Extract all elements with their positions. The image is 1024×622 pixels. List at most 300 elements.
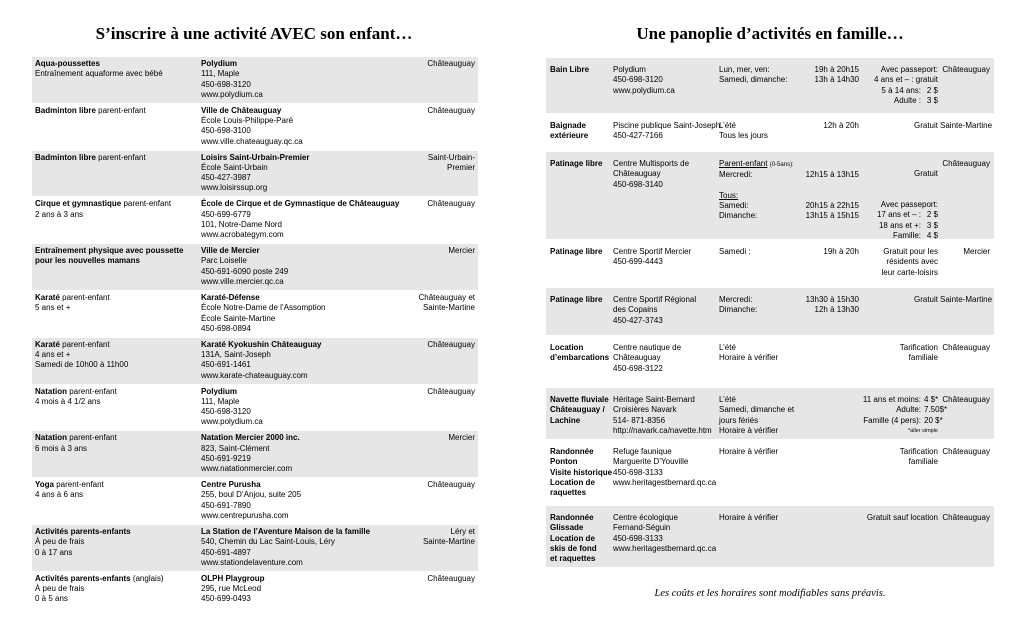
organization-detail: École Louis-Philippe-Paré [201,116,294,126]
activity-qualifier: parent-enfant [67,433,117,443]
activity-name [35,340,200,350]
activity-name: Baignade [550,121,587,130]
city-cell [940,513,990,523]
price-label: Tarification [899,447,938,456]
place-cell [613,513,717,554]
organization-detail: 450-691-9219 [201,453,251,463]
price-label: Gratuit pour les [883,247,938,256]
table-row [32,571,478,618]
schedule-line [719,131,859,141]
organization-name: Karaté-Défense [201,292,260,302]
place-detail: Héritage Saint-Bernard [613,395,695,404]
activity-detail: 0 à 17 ans [35,547,73,557]
activity-name [35,199,200,209]
table-row [546,57,994,113]
price-label: Gratuit [913,121,938,130]
schedule-line [719,121,859,131]
city-cell [940,159,990,169]
organization-detail: www.loisirssup.org [201,183,268,193]
place-cell [613,65,717,96]
city-name: Châteauguay [942,65,990,74]
price-label: Famille (4 pers): [863,415,921,425]
organization-detail: 450-699-6779 [201,209,251,219]
price-label: résidents avec [886,257,938,267]
place-detail: Centre Sportif Mercier [613,247,692,256]
activity-qualifier: parent-enfant [95,105,146,115]
city-name: Châteauguay [427,480,475,490]
price-line [856,86,938,96]
organization-cell [201,106,411,147]
organization-detail: 111, Maple [201,69,240,79]
activity-title: Karaté [35,292,60,302]
price-line [856,247,938,257]
place-detail: Piscine publique Saint-Joseph [613,121,721,130]
price-value: 20 $* [924,415,943,425]
activity-name [35,246,200,256]
activity-name: Location de [550,533,595,543]
organization-detail: 450-698-0894 [201,323,251,333]
activity-name: skis de fond [550,543,597,553]
schedule-day: Lun, mer, ven: [719,65,770,74]
place-detail: Refuge faunique [613,447,672,456]
place-cell [613,295,717,326]
activity-title: Natation [35,433,67,443]
place-cell [613,121,721,142]
organization-detail: www.stationdelaventure.com [201,557,303,567]
activity-cell [550,395,612,426]
price-value: 3 $ [926,220,938,230]
price-cell [856,513,938,523]
place-detail: 450-699-4443 [613,257,663,267]
city-name: Châteauguay [427,105,475,115]
city-name: Sainte-Martine [422,537,475,547]
price-line [856,457,938,467]
organization-detail: 131A, Saint-Joseph [201,350,271,360]
schedule-day: Samedi: [719,201,749,211]
schedule-time: 12h15 à 13h15 [805,170,859,180]
activity-name: Patinage libre [550,159,603,168]
organization-detail: www.ville.chateauguay.qc.ca [201,136,303,146]
organization-detail: www.polydium.ca [201,417,263,427]
city-name: Châteauguay [427,59,475,68]
organization-cell [201,433,411,474]
activity-name [35,59,200,69]
spacer [856,159,938,169]
right-page-title: Une panoplie d’activités en famille… [636,24,904,43]
city-name: Châteauguay [942,343,990,352]
price-label: Avec passeport: [880,65,938,74]
city-cell [940,121,993,131]
organization-cell [201,340,411,381]
organization-detail: École Saint-Urbain [201,162,268,172]
organization-detail: www.natationmercier.com [201,464,293,474]
place-detail: Croisières Navark [613,405,677,415]
place-detail: Centre écologique [613,513,678,522]
activity-cell [550,65,612,75]
activity-cell [550,295,612,305]
schedule-line [719,75,859,85]
city-cell [395,574,475,584]
price-label: 11 ans et moins: [862,395,921,404]
place-detail: www.heritagestbernard.qc.ca [613,477,717,487]
schedule-day: jours fériés [719,415,759,425]
schedule-day: Tous les jours [719,131,768,141]
left-page-title: S’inscrire à une activité AVEC son enfant… [95,24,413,43]
place-detail: www.polydium.ca [613,85,675,95]
city-cell [940,447,990,457]
price-label: 18 ans et +: [878,220,921,230]
parent-child-activities-table [32,56,478,618]
price-line [856,121,938,131]
activity-cell [35,480,200,501]
activity-title: Cirque et gymnastique [35,199,122,209]
activity-cell [35,106,200,116]
price-line [856,231,938,239]
city-name: Sainte-Martine [422,303,475,313]
city-cell [395,153,475,174]
city-cell [395,480,475,490]
activity-cell [35,340,200,371]
organization-detail: www.acrobategym.com [201,230,284,240]
price-label: Avec passeport: [880,200,938,210]
place-detail: 450-427-3743 [613,315,663,325]
activity-name: et raquettes [550,554,596,564]
place-detail: Polydium [613,65,646,74]
schedule-day: Mercredi: [719,170,753,180]
organization-detail: www.ville.mercier.qc.ca [201,277,284,287]
activity-cell [550,159,612,169]
city-cell [395,59,475,69]
organization-detail: 823, Saint-Clément [201,443,270,453]
organization-detail: 450-699-0493 [201,594,251,604]
place-detail: Centre Multisports de [613,159,690,168]
city-cell [395,246,475,256]
price-label: leur carte-loisirs [881,267,938,277]
organization-detail: 450-698-3120 [201,79,251,89]
price-cell [856,159,938,239]
price-label: Gratuit [913,169,938,179]
price-label: familiale [908,457,938,467]
price-line [856,295,938,305]
activity-qualifier: parent-enfant [59,292,110,302]
activity-title: Yoga [35,480,54,490]
price-label: Famille: [892,231,921,239]
price-label: 17 ans et – : [876,210,921,220]
schedule-line [719,305,859,315]
city-cell [940,295,993,305]
organization-detail: École Notre-Dame de l’Assomption [201,303,326,313]
schedule-time: 13h30 à 15h30 [805,295,859,304]
schedule-cell [719,395,859,436]
organization-detail: www.centrepurusha.com [201,511,289,521]
activity-detail: 2 ans à 3 ans [35,209,84,219]
city-cell [395,433,475,443]
city-cell [395,527,475,548]
activity-name: Ponton [550,457,578,467]
organization-cell [201,59,411,100]
activity-title: Natation [35,386,67,396]
schedule-line [719,395,859,405]
schedule-time: 20h15 à 22h15 [805,201,859,211]
schedule-line [719,513,859,523]
activity-detail: Samedi de 10h00 à 11h00 [35,360,129,370]
city-name: Châteauguay [427,339,475,349]
table-row [32,524,478,571]
city-cell [395,387,475,397]
table-row [32,337,478,384]
activity-name [35,574,200,584]
organization-name: Ville de Châteauguay [201,105,282,115]
table-row [546,505,994,567]
activity-name: Glissade [550,523,584,533]
spacer [719,181,859,191]
city-name: Sainte-Martine [940,121,993,130]
organization-name: École de Cirque et de Gymnastique de Châteauguay [201,199,400,209]
schedule-line [719,247,859,257]
city-name: Châteauguay [942,395,990,404]
activity-qualifier: parent-enfant [53,480,104,490]
city-name: Châteauguay [942,513,990,522]
schedule-day: Horaire à vérifier [719,425,779,435]
table-row [546,239,994,287]
price-line [856,513,938,523]
schedule-cell [719,295,859,316]
organization-detail: 255, boul D’Anjou, suite 205 [201,490,302,500]
activity-title: Entraînement physique avec poussette [35,246,184,256]
schedule-cell [719,513,859,523]
organization-name: Karaté Kyokushin Châteauguay [201,339,322,349]
schedule-day: Samedi : [719,247,751,256]
table-row [32,150,478,197]
price-label: 4 ans et – : gratuit [873,75,938,85]
table-row [546,151,994,239]
schedule-group-note: (0-5ans): [769,162,794,168]
activity-qualifier: parent-enfant [67,386,117,396]
price-line [856,169,938,179]
schedule-day: Samedi, dimanche et [719,405,795,415]
schedule-day: Horaire à vérifier [719,353,779,363]
organization-cell [201,527,411,568]
activity-name [35,433,200,443]
price-note: *aller simple [908,427,938,434]
price-cell [856,121,938,131]
schedule-cell [719,343,859,364]
city-cell [940,343,990,353]
table-row [32,196,478,243]
price-value: 2 $ [926,85,938,95]
organization-cell [201,246,411,287]
table-row [32,477,478,524]
place-detail: www.heritagestbernard.qc.ca [613,543,717,553]
activity-title: Badminton libre [35,105,96,115]
schedule-time: 19h à 20h [823,247,859,256]
place-detail: Centre nautique de [613,343,682,352]
place-detail: Châteauguay [613,169,661,179]
price-label: 5 à 14 ans: [881,85,921,95]
price-label: Adulte: [896,405,921,415]
price-line [856,405,948,415]
place-detail: 450-698-3133 [613,533,663,543]
price-line [856,353,938,363]
table-row [546,287,994,335]
activity-cell [550,513,612,564]
table-row [546,114,994,150]
activity-cell [35,527,200,558]
organization-name: Natation Mercier 2000 inc. [201,433,300,443]
place-detail: des Copains [613,305,658,315]
price-label: Tarification [899,343,938,352]
place-detail: 450-698-3120 [613,75,663,85]
schedule-group-label [719,159,859,170]
place-detail: 450-698-3122 [613,363,663,373]
price-line [856,221,938,231]
city-cell [940,247,990,257]
activity-title-line: pour les nouvelles mamans [35,256,140,266]
activity-name: Location [550,343,584,352]
price-line [856,65,938,75]
activity-detail: 4 ans à 6 ans [35,490,84,500]
footnote: Les coûts et les horaires sont modifiables sans préavis. [654,588,886,599]
schedule-time: 13h15 à 15h15 [805,211,859,221]
activity-cell [35,433,200,454]
activity-cell [550,343,612,364]
schedule-day: L’été [719,121,736,130]
activity-name: raquettes [550,488,587,498]
organization-detail: 450-691-7890 [201,500,251,510]
price-cell [856,65,938,106]
organization-cell [201,387,411,428]
activity-name: Visite historique [550,467,613,477]
organization-detail: 450-691-4897 [201,547,251,557]
activity-detail: À peu de frais [35,537,85,547]
organization-detail: École Sainte-Martine [201,313,276,323]
organization-cell [201,574,411,605]
activity-title: Karaté [35,339,60,349]
activity-name [35,106,200,116]
activity-detail: 5 ans et + [35,303,71,313]
schedule-group-title: Parent-enfant [719,159,768,168]
city-name: Châteauguay [427,386,475,396]
activity-cell [35,246,200,267]
price-label: Adulte : [893,95,921,105]
place-detail: 450-698-3133 [613,467,663,477]
price-line [856,96,938,106]
schedule-day: Dimanche: [719,305,758,315]
table-row [32,430,478,477]
activity-name: Randonnée [550,447,594,456]
organization-detail: 450-698-3120 [201,407,251,417]
schedule-line [719,343,859,353]
organization-detail: 450-691-6090 poste 249 [201,266,289,276]
activity-qualifier: parent-enfant [95,152,146,162]
city-name: Premier [446,162,475,172]
city-cell [395,106,475,116]
activity-detail: 0 à 5 ans [35,594,68,604]
price-value: 2 $ [926,210,938,220]
price-cell [856,343,938,364]
organization-detail: 450-427-3987 [201,173,251,183]
activity-name: Randonnée [550,513,594,522]
schedule-cell [719,65,859,86]
activity-name [35,293,200,303]
organization-cell [201,153,411,194]
city-name: Châteauguay et [418,292,475,302]
organization-detail: 450-698-3100 [201,126,251,136]
price-line [856,257,938,267]
activity-name: Lachine [550,415,581,425]
schedule-day: Horaire à vérifier [719,447,779,456]
family-activities-table [546,57,994,569]
activity-name: Navette fluviale [550,395,609,404]
activity-name [35,527,200,537]
schedule-time: 19h à 20h15 [814,65,859,74]
city-name: Châteauguay [942,159,990,168]
city-cell [395,340,475,350]
city-name: Sainte-Martine [940,295,993,304]
price-value: 4 $* [924,395,939,404]
table-row [32,384,478,431]
activity-cell [35,199,200,220]
organization-name: OLPH Playgroup [201,573,265,583]
activity-name: d’embarcations [550,353,610,363]
city-cell [395,199,475,209]
spacer [856,190,938,200]
schedule-line [719,447,859,457]
price-line [856,75,938,85]
price-line [856,395,938,405]
price-value: 4 $ [926,231,938,239]
organization-detail: www.karate-chateauguay.com [201,370,308,380]
activity-cell [35,59,200,80]
city-name: Châteauguay [427,573,475,583]
place-detail: Marguerite D’Youville [613,457,689,467]
price-line [856,447,938,457]
activity-name [35,387,200,397]
activity-title: Activités parents-enfants [35,526,131,536]
price-line [856,268,938,278]
price-label: familiale [908,353,938,363]
table-row [32,103,478,150]
organization-cell [201,293,411,334]
activity-title: Badminton libre [35,152,96,162]
place-cell [613,395,717,436]
activity-detail: 6 mois à 3 ans [35,443,88,453]
organization-detail: 540, Chemin du Lac Saint-Louis, Léry [201,537,335,547]
city-name: Mercier [963,247,990,256]
price-label: Gratuit [913,295,938,304]
activity-cell [550,247,612,257]
table-row [32,290,478,337]
activity-detail: 4 ans et + [35,350,71,360]
activity-cell [550,121,612,142]
place-cell [613,343,717,374]
schedule-group-title: Tous: [719,190,739,200]
table-row [546,439,994,499]
city-cell [395,293,475,314]
activity-detail: À peu de frais [35,584,85,594]
schedule-line [719,416,859,426]
city-cell [940,65,990,75]
price-label: Gratuit sauf location [866,513,938,522]
activity-name: Bain Libre [550,65,590,74]
schedule-cell [719,447,859,457]
schedule-line [719,170,859,180]
organization-cell [201,480,411,521]
spacer [856,180,938,190]
city-name: Saint-Urbain- [427,152,475,162]
city-cell [940,395,990,405]
activity-name: extérieure [550,131,589,141]
